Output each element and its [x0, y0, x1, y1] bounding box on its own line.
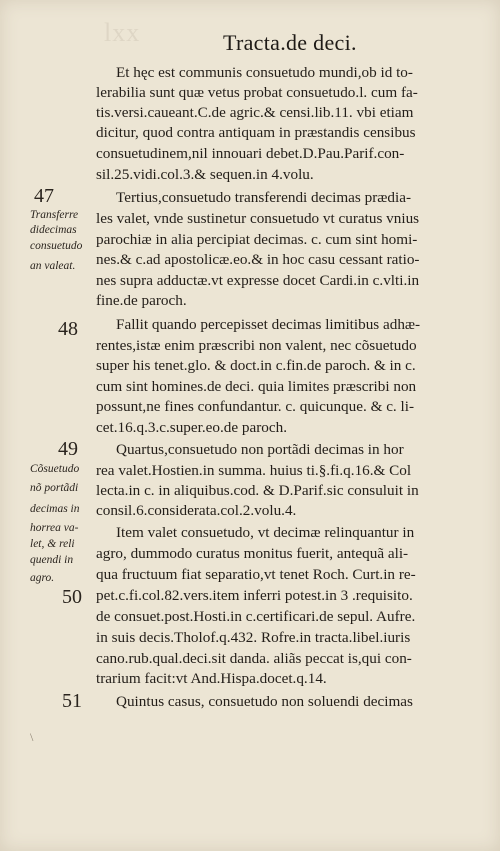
margin-note: decimas in — [30, 503, 80, 515]
margin-number: 47 — [34, 185, 54, 207]
body-line: cum sint homines.de deci. quia limites præscribi non — [96, 378, 417, 395]
body-line: in suis decis.Tholof.q.432. Rofre.in tracta.libel.iuris — [96, 629, 411, 646]
body-line: qua fructuum fiat separatio,vt tenet Roch. Curt.in re- — [96, 566, 416, 583]
body-line: tis.versi.caueant.C.de agric.& censi.lib.11. vbi etiam — [96, 104, 414, 121]
body-line: cet.16.q.3.c.super.eo.de paroch. — [96, 419, 288, 436]
margin-number: 50 — [62, 586, 82, 608]
body-line: nes supra adductæ.vt expresse docet Cardi.in c.vlti.in — [96, 272, 420, 289]
body-line: sil.25.vidi.col.3.& sequen.in 4.volu. — [96, 166, 314, 183]
body-line: Fallit quando percepisset decimas limitibus adhæ- — [116, 316, 421, 333]
body-line: parochiæ in alia percipiat decimas. c. cum sint homi- — [96, 231, 418, 248]
margin-number: 48 — [58, 318, 78, 340]
body-line: Item valet consuetudo, vt decimæ relinquantur in — [116, 524, 415, 541]
body-line: consuetudinem,nil innouari debet.D.Pau.Parif.con- — [96, 145, 405, 162]
body-line: rentes,istæ enim præscribi non valent, nec cõsuetudo — [96, 337, 417, 354]
stray-ink-mark: \ — [30, 730, 34, 744]
running-head: Tracta.de deci. — [223, 30, 357, 55]
body-line: rea valet.Hostien.in summa. huius ti.§.fi.q.16.& Col — [96, 462, 412, 479]
body-line: pet.c.fi.col.82.vers.item inferri potest.in 3 .requisito. — [96, 587, 413, 604]
margin-note: didecimas — [30, 224, 77, 236]
margin-number: 49 — [58, 438, 78, 460]
body-line: lecta.in c. in aliquibus.cod. & D.Parif.sic consuluit in — [96, 482, 419, 499]
margin-note: agro. — [30, 572, 55, 584]
bleed-through-text: lxx — [104, 18, 141, 47]
body-line: les valet, vnde sustinetur consuetudo vt curatus vnius — [96, 210, 420, 227]
body-line: super his tenet.glo. & doct.in c.fin.de paroch. & in c. — [96, 357, 416, 374]
body-line: fine.de paroch. — [96, 292, 187, 309]
margin-note: let, & reli — [30, 538, 75, 550]
margin-note: consuetudo — [30, 240, 83, 252]
body-line: lerabilia sunt quæ vetus probat consuetudo.l. cum fa- — [96, 84, 418, 101]
body-line: possunt,ne fines confundantur. c. quicunque. & c. li- — [96, 398, 415, 415]
body-line: nes.& c.ad apostolicæ.eo.& in hoc casu cessant ratio- — [96, 251, 420, 268]
margin-note: Transferre — [30, 209, 79, 221]
body-line: consil.6.considerata.col.2.volu.4. — [96, 502, 297, 519]
margin-note: an valeat. — [30, 260, 76, 272]
body-line: cano.rub.qual.deci.sit danda. aliãs peccat is,qui con- — [96, 650, 412, 667]
margin-number: 51 — [62, 690, 82, 712]
body-line: Quintus casus, consuetudo non soluendi decimas — [116, 693, 413, 710]
margin-note: Cõsuetudo — [30, 463, 80, 475]
body-line: trarium facit:vt And.Hispa.docet.q.14. — [96, 670, 327, 687]
body-line: de consuet.post.Hosti.in c.certificari.de sepul. Aufre. — [96, 608, 416, 625]
body-line: dicitur, quod contra antiquam in præstandis censibus — [96, 124, 416, 141]
body-line: Quartus,consuetudo non portãdi decimas in hor — [116, 441, 404, 458]
body-line: Tertius,consuetudo transferendi decimas prædia- — [116, 189, 411, 206]
margin-note: quendi in — [30, 554, 74, 566]
margin-note: nõ portãdi — [30, 482, 79, 494]
body-line: agro, dummodo curatus monitus fuerit, antequã ali- — [96, 545, 409, 562]
body-line: Et hęc est communis consuetudo mundi,ob id to- — [116, 64, 413, 81]
margin-note: horrea va- — [30, 522, 79, 534]
